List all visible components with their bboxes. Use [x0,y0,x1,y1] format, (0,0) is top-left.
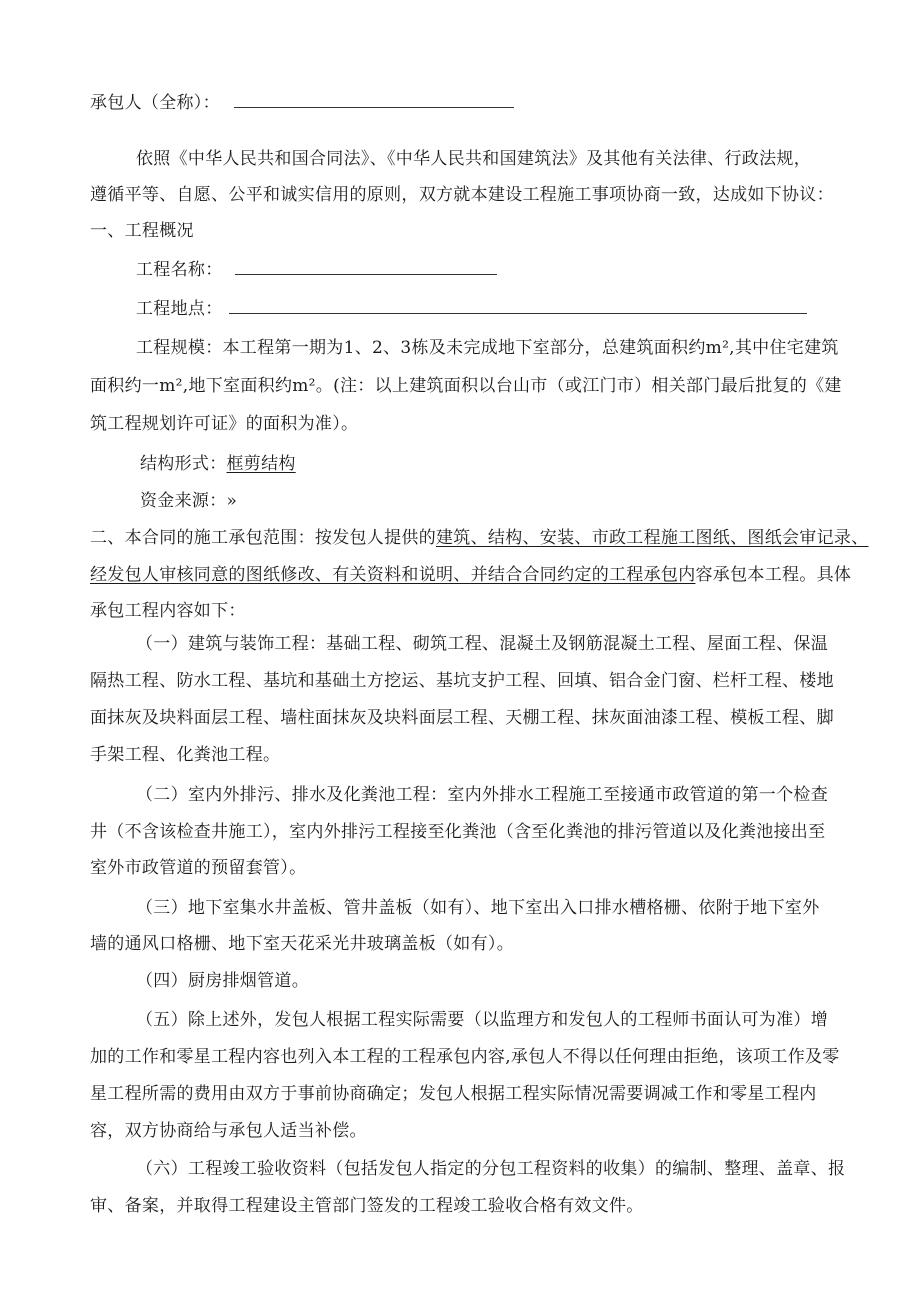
contractor-line [90,91,514,115]
preamble-line-1: 依照《中华人民共和国合同法》、《中华人民共和国建筑法》及其他有关法律、行政法规， [136,149,811,169]
project-location-blank-field[interactable] [229,298,807,314]
item6-line-1: （六）工程竣工验收资料（包括发包人指定的分包工程资料的收集）的编制、整理、盖章、报 [136,1159,846,1179]
item5-line-2: 加的工作和零星工程内容也列入本工程的工程承包内容,承包人不得以任何理由拒绝，该项工作及零 [90,1047,840,1067]
item5-line-4: 容，双方协商给与承包人适当补偿。 [90,1121,367,1141]
item6-line-2: 审、备案，并取得工程建设主管部门签发的工程竣工验收合格有效文件。 [90,1196,644,1216]
item3-line-1: （三）地下室集水井盖板、管井盖板（如有）、地下室出入口排水槽格栅、依附于地下室外 [136,898,820,918]
project-name-label: 工程名称： [136,260,223,280]
project-name-line [136,258,497,282]
preamble-line-2: 遵循平等、自愿、公平和诚实信用的原则，双方就本建设工程施工事项协商一致，达成如下协议： [90,185,834,205]
project-name-blank-field[interactable] [235,259,497,275]
scope-line-2-suffix: 容承包本工程。具体 [695,565,852,585]
item5-line-1: （五）除上述外，发包人根据工程实际需要（以监理方和发包人的工程师书面认可为准）增 [136,1010,828,1030]
structure-label: 结构形式： [140,454,227,474]
item2-line-3: 室外市政管道的预留套管）。 [90,858,307,878]
item1-line-1: （一）建筑与装饰工程：基础工程、砌筑工程、混凝土及钢筋混凝土工程、屋面工程、保温 [136,634,828,654]
scope-line-1-prefix: 二、本合同的施工承包范围：按发包人提供的 [90,528,436,548]
item2-line-2: 井（不含该检查井施工），室内外排污工程接至化粪池（含至化粪池的排污管道以及化粪池接出至 [90,822,826,842]
contractor-label: 承包人（全称）： [90,93,220,113]
funding-line: 资金来源：» [140,491,238,511]
contractor-blank-field[interactable] [234,92,514,108]
structure-value: 框剪结构 [226,454,296,474]
scope-line-2 [90,563,851,587]
item4-line-1: （四）厨房排烟管道。 [136,971,309,991]
section1-heading: 一、工程概况 [90,221,194,241]
item5-line-3: 星工程所需的费用由双方于事前协商确定；发包人根据工程实际情况需要调减工作和零星工程内 [90,1084,817,1104]
scope-line-1 [90,526,869,550]
project-scale-line-1: 工程规模：本工程第一期为1、2、3栋及未完成地下室部分，总建筑面积约m²,其中住宅建筑 [136,338,839,358]
project-location-line [136,297,807,321]
item3-line-2: 墙的通风口格栅、地下室天花采光井玻璃盖板（如有）。 [90,934,514,954]
item1-line-3: 面抹灰及块料面层工程、墙柱面抹灰及块料面层工程、天棚工程、抹灰面油漆工程、模板工程、脚 [90,708,834,728]
scope-line-3: 承包工程内容如下： [90,601,246,621]
structure-line [140,452,296,476]
item2-line-1: （二）室内外排污、排水及化粪池工程：室内外排水工程施工至接通市政管道的第一个检查 [136,785,828,805]
scope-line-1-underlined: 建筑、结构、安装、市政工程施工图纸、图纸会审记录、 [436,528,869,548]
scope-line-2-underlined: 经发包人审核同意的图纸修改、有关资料和说明、并结合合同约定的工程承包内 [90,565,696,585]
project-location-label: 工程地点： [136,299,223,319]
item1-line-4: 手架工程、化粪池工程。 [90,745,281,765]
project-scale-line-3: 筑工程规划许可证》的面积为准）。 [90,414,359,434]
project-scale-line-2: 面积约一m²,地下室面积约m²。(注：以上建筑面积以台山市（或江门市）相关部门最后批复的《建 [90,376,842,396]
item1-line-2: 隔热工程、防水工程、基坑和基础土方挖运、基坑支护工程、回填、铝合金门窗、栏杆工程、楼地 [90,671,834,691]
